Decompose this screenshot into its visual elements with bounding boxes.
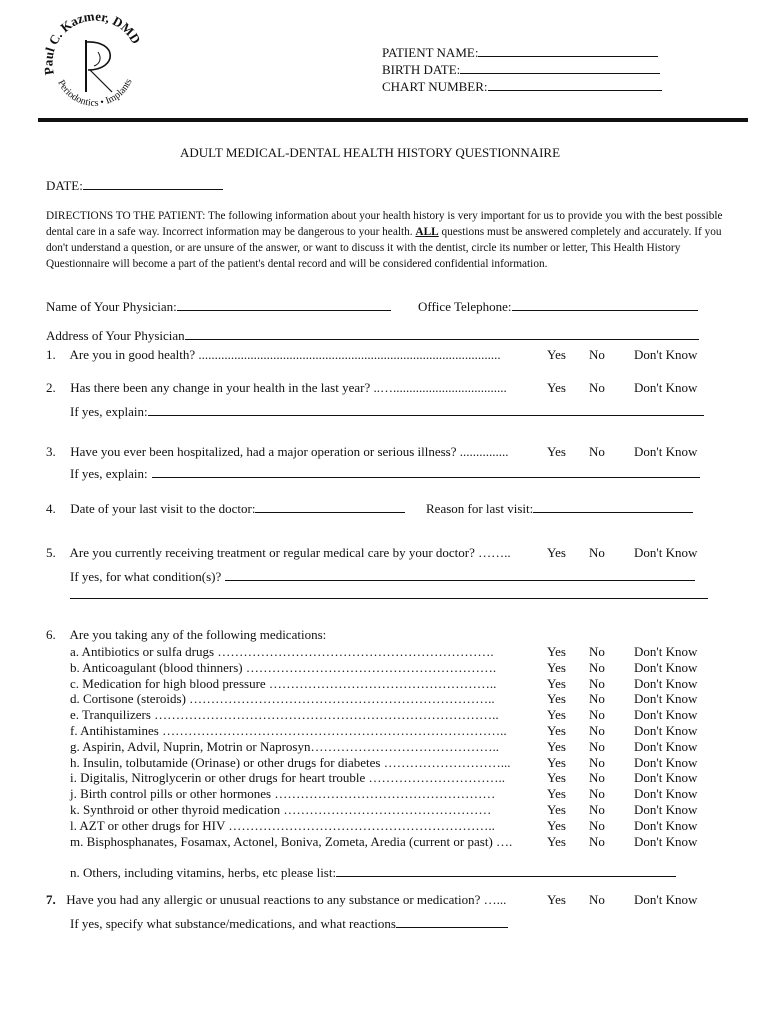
med-b-no[interactable]: No — [589, 659, 605, 675]
medication-item-f: f. Antihistamines …………………………………………………………………….. — [70, 723, 507, 738]
med-a-yes[interactable]: Yes — [547, 644, 566, 659]
chart-number-field[interactable] — [382, 78, 662, 95]
office-telephone-field[interactable] — [418, 298, 698, 315]
chart-number-label: CHART NUMBER: — [382, 79, 488, 94]
q7-no[interactable]: No — [589, 892, 605, 907]
q5-yes[interactable]: Yes — [547, 545, 566, 560]
med-g-no[interactable]: No — [589, 738, 605, 754]
medication-item-e: e. Tranquilizers …………………………………………………………………….. — [70, 707, 499, 723]
other-medications-label: n. Others, including vitamins, herbs, etc please list: — [70, 865, 337, 880]
med-i-yes[interactable]: Yes — [547, 770, 566, 786]
medication-item-k: k. Synthroid or other thyroid medication ………………………………………… — [70, 802, 492, 817]
q5-dont-know[interactable]: Don't Know — [634, 545, 698, 560]
medication-item-h: h. Insulin, tolbutamide (Orinase) or other drugs for diabetes ………………………... — [70, 754, 511, 770]
medication-item-i: i. Digitalis, Nitroglycerin or other drugs for heart trouble ………………………….. — [70, 770, 506, 786]
med-k-no[interactable]: No — [589, 802, 605, 817]
q1-dont-know[interactable]: Don't Know — [634, 347, 698, 362]
med-k-yes[interactable]: Yes — [547, 802, 566, 817]
med-h-dont-know[interactable]: Don't Know — [634, 754, 698, 770]
patient-name-field[interactable] — [382, 44, 658, 61]
q2-yes[interactable]: Yes — [547, 380, 566, 395]
physician-name-label: Name of Your Physician: — [46, 299, 177, 314]
explain-label: If yes, explain: — [70, 466, 148, 481]
med-e-yes[interactable]: Yes — [547, 707, 566, 723]
q3-no[interactable]: No — [589, 444, 605, 459]
med-l-yes[interactable]: Yes — [547, 817, 566, 833]
med-e-dont-know[interactable]: Don't Know — [634, 707, 698, 723]
question-6 — [46, 627, 326, 643]
med-f-dont-know[interactable]: Don't Know — [634, 723, 698, 738]
med-a-no[interactable]: No — [589, 644, 605, 659]
directions-paragraph — [46, 208, 726, 272]
medication-item-j: j. Birth control pills or other hormones …………………………………………… — [70, 786, 496, 802]
reason-last-visit-field[interactable] — [426, 500, 693, 517]
birth-date-field[interactable] — [382, 61, 660, 78]
med-g-yes[interactable]: Yes — [547, 738, 566, 754]
physician-address-field[interactable] — [46, 327, 699, 344]
reactions-label: If yes, specify what substance/medications, and what reactions — [70, 916, 396, 931]
directions-part1: DIRECTIONS TO THE PATIENT: The following information about your health history is very important for us to provide you with the best possible dental care in a safe way. Incorrect information may be dangerous to your health. — [46, 210, 723, 238]
question-text: Have you had any allergic or unusual reactions to any substance or medication? …... — [66, 892, 507, 907]
question-4 — [46, 500, 405, 517]
med-l-dont-know[interactable]: Don't Know — [634, 817, 698, 833]
birth-date-label: BIRTH DATE: — [382, 62, 461, 77]
medication-item-a: a. Antibiotics or sulfa drugs ………………………………………………………. — [70, 644, 494, 659]
logo-monogram — [86, 40, 112, 92]
med-m-no[interactable]: No — [589, 833, 605, 849]
medication-item-b: b. Anticoagulant (blood thinners) …………………………………………………. — [70, 659, 497, 675]
med-e-no[interactable]: No — [589, 707, 605, 723]
form-title: ADULT MEDICAL-DENTAL HEALTH HISTORY QUESTIONNAIRE — [180, 145, 561, 160]
q1-yes[interactable]: Yes — [547, 347, 566, 362]
q5-extra-line[interactable] — [70, 598, 708, 599]
med-d-yes[interactable]: Yes — [547, 691, 566, 707]
q5-condition-field[interactable] — [70, 568, 695, 585]
logo-bottom-text: Periodontics • Implants — [55, 77, 135, 109]
q3-explain-field[interactable] — [70, 465, 700, 482]
med-i-no[interactable]: No — [589, 770, 605, 786]
directions-part2: questions must be answered completely and accurately. If you don't understand a question, or are unsure of the answer, or want to discuss it with the dentist, circle its number or letter, This Health History Questionnaire will become a part of the patient's dental record and will be considered confidential information. — [46, 226, 722, 270]
directions-emphasis: ALL — [415, 226, 439, 238]
question-number: 4. — [46, 501, 56, 516]
med-d-no[interactable]: No — [589, 691, 605, 707]
medication-item-c: c. Medication for high blood pressure …………………………………………….. — [70, 675, 497, 691]
med-h-yes[interactable]: Yes — [547, 754, 566, 770]
med-f-yes[interactable]: Yes — [547, 723, 566, 738]
q2-explain-field[interactable] — [70, 403, 704, 420]
header-divider — [38, 118, 748, 122]
patient-name-label: PATIENT NAME: — [382, 45, 479, 60]
q7-reactions-field[interactable] — [70, 915, 508, 932]
other-medications-field[interactable] — [70, 864, 676, 881]
med-j-yes[interactable]: Yes — [547, 786, 566, 802]
question-text: Are you in good health? ............................................................................................. — [69, 347, 501, 362]
svg-text:Paul C. Kazmer, DMD MS — [40, 12, 146, 76]
practice-logo — [40, 12, 150, 112]
question-7 — [46, 892, 506, 908]
question-text: Has there been any change in your health in the last year? ..…................................... — [70, 380, 507, 395]
medication-item-d: d. Cortisone (steroids) …………………………………………………………….. — [70, 691, 495, 707]
med-c-no[interactable]: No — [589, 675, 605, 691]
med-c-dont-know[interactable]: Don't Know — [634, 675, 698, 691]
q7-yes[interactable]: Yes — [547, 892, 566, 907]
office-telephone-label: Office Telephone: — [418, 299, 512, 314]
question-number: 6. — [46, 627, 56, 642]
med-m-yes[interactable]: Yes — [547, 833, 566, 849]
date-field[interactable] — [46, 177, 223, 194]
condition-label: If yes, for what condition(s)? — [70, 569, 222, 584]
last-visit-date-input[interactable] — [255, 500, 405, 513]
q1-no[interactable]: No — [589, 347, 605, 362]
q7-dont-know[interactable]: Don't Know — [634, 892, 698, 907]
med-b-yes[interactable]: Yes — [547, 659, 566, 675]
med-j-no[interactable]: No — [589, 786, 605, 802]
question-2 — [46, 380, 507, 396]
medication-item-l: l. AZT or other drugs for HIV …………………………………………………….. — [70, 817, 495, 833]
question-5 — [46, 545, 511, 561]
question-3 — [46, 444, 509, 460]
med-c-yes[interactable]: Yes — [547, 675, 566, 691]
reason-label: Reason for last visit: — [426, 501, 534, 516]
q5-no[interactable]: No — [589, 545, 605, 560]
q2-dont-know[interactable]: Don't Know — [634, 380, 698, 395]
med-g-dont-know[interactable]: Don't Know — [634, 738, 698, 754]
physician-name-field[interactable] — [46, 298, 391, 315]
med-m-dont-know[interactable]: Don't Know — [634, 833, 698, 849]
q3-dont-know[interactable]: Don't Know — [634, 444, 698, 459]
logo-top-text: Paul C. Kazmer, DMD — [40, 12, 144, 77]
med-d-dont-know[interactable]: Don't Know — [634, 691, 698, 707]
med-l-no[interactable]: No — [589, 817, 605, 833]
question-number: 1. — [46, 347, 56, 362]
question-text: Are you taking any of the following medications: — [69, 627, 327, 642]
med-i-dont-know[interactable]: Don't Know — [634, 770, 698, 786]
explain-label: If yes, explain: — [70, 404, 148, 419]
question-text: Are you currently receiving treatment or regular medical care by your doctor? …….. — [69, 545, 511, 560]
med-h-no[interactable]: No — [589, 754, 605, 770]
physician-address-label: Address of Your Physician — [46, 328, 185, 343]
question-number: 7. — [46, 892, 56, 907]
svg-text:Periodontics • Implants — [55, 77, 134, 109]
question-1 — [46, 347, 501, 363]
med-b-dont-know[interactable]: Don't Know — [634, 659, 698, 675]
question-number: 2. — [46, 380, 56, 395]
q2-no[interactable]: No — [589, 380, 605, 395]
med-a-dont-know[interactable]: Don't Know — [634, 644, 698, 659]
med-k-dont-know[interactable]: Don't Know — [634, 802, 698, 817]
question-number: 5. — [46, 545, 56, 560]
question-text: Date of your last visit to the doctor: — [70, 501, 256, 516]
question-number: 3. — [46, 444, 56, 459]
med-f-no[interactable]: No — [589, 723, 605, 738]
medication-item-g: g. Aspirin, Advil, Nuprin, Motrin or Naprosyn…………………………………….. — [70, 738, 499, 754]
question-text: Have you ever been hospitalized, had a major operation or serious illness? ............... — [70, 444, 509, 459]
date-label: DATE: — [46, 178, 83, 193]
q3-yes[interactable]: Yes — [547, 444, 566, 459]
medication-item-m: m. Bisphosphanates, Fosamax, Actonel, Boniva, Zometa, Aredia (current or past) …. — [70, 833, 513, 849]
med-j-dont-know[interactable]: Don't Know — [634, 786, 698, 802]
